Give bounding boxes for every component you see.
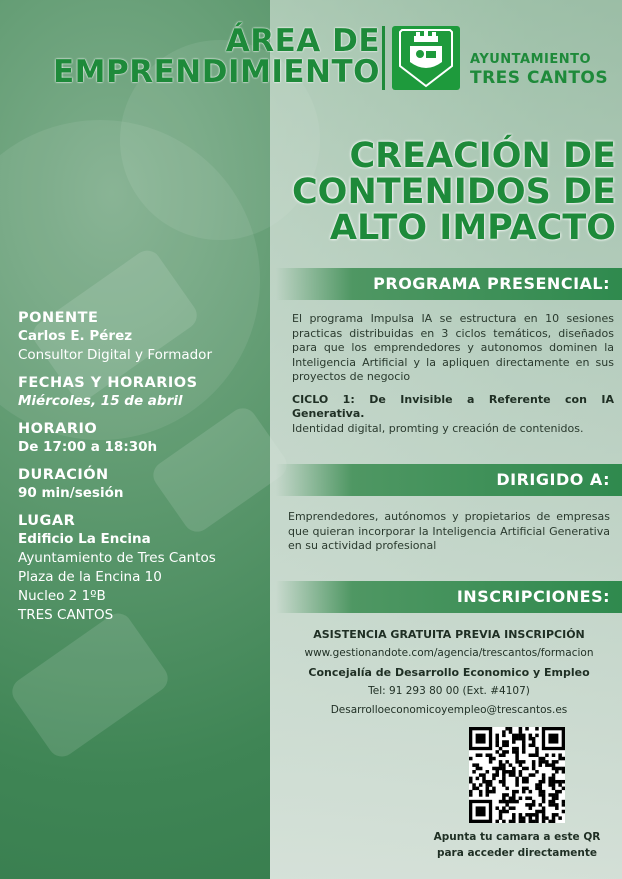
event-details xyxy=(18,309,268,625)
registration-url-link[interactable]: www.gestionandote.com/agencia/trescantos/formacion xyxy=(304,647,594,659)
main-title-line1: CREACIÓN DE xyxy=(349,136,616,176)
qr-caption xyxy=(400,829,622,861)
inscripciones-heading: INSCRIPCIONES: xyxy=(276,581,622,613)
ponente-label: PONENTE xyxy=(18,310,99,326)
ciclo-title: CICLO 1: De Invisible a Referente con IA Generativa. xyxy=(292,392,614,420)
telefono-text: Tel: 91 293 80 00 (Ext. #4107) xyxy=(368,685,530,697)
programa-text xyxy=(292,312,614,436)
lugar-label: LUGAR xyxy=(18,513,76,529)
lugar-line3: Nucleo 2 1ºB xyxy=(18,588,106,604)
background-puzzle-piece xyxy=(7,608,173,762)
qr-caption-line2: para acceder directamente xyxy=(436,847,598,859)
lugar-line1: Ayuntamiento de Tres Cantos xyxy=(18,550,216,566)
dirigido-text: Emprendedores, autónomos y propietarios de empresas que quieran incorporar la Inteligencia Artificial Generativa en su actividad profesional xyxy=(288,510,610,552)
ponente-role: Consultor Digital y Formador xyxy=(18,347,212,363)
background-light-panel xyxy=(270,0,622,879)
asistencia-text: ASISTENCIA GRATUITA PREVIA INSCRIPCIÓN xyxy=(313,628,585,641)
duracion-label: DURACIÓN xyxy=(18,467,109,483)
ciclo-description: Identidad digital, promting y creación de contenidos. xyxy=(292,421,584,435)
area-title-line1: ÁREA DE xyxy=(225,23,380,59)
dirigido-heading: DIRIGIDO A: xyxy=(276,464,622,496)
area-title-line2: EMPRENDIMIENTO xyxy=(52,54,380,90)
lugar-line4: TRES CANTOS xyxy=(18,607,114,623)
programa-heading: PROGRAMA PRESENCIAL: xyxy=(276,268,622,300)
main-title-line2: CONTENIDOS DE xyxy=(292,172,616,212)
email-link[interactable]: Desarrolloeconomicoyempleo@trescantos.es xyxy=(330,704,568,716)
ayuntamiento-line2: TRES CANTOS xyxy=(470,68,609,88)
ayuntamiento-name xyxy=(470,52,608,88)
qr-code-icon[interactable] xyxy=(469,727,565,823)
duracion-value: 90 min/sesión xyxy=(18,485,124,501)
tres-cantos-coat-of-arms-icon xyxy=(392,26,460,90)
main-title xyxy=(270,138,616,246)
horario-label: HORARIO xyxy=(18,421,98,437)
fechas-value: Miércoles, 15 de abril xyxy=(18,393,183,409)
ayuntamiento-line1: AYUNTAMIENTO xyxy=(470,52,592,67)
fechas-label: FECHAS Y HORARIOS xyxy=(18,375,198,391)
horario-value: De 17:00 a 18:30h xyxy=(18,439,158,455)
main-title-line3: ALTO IMPACTO xyxy=(329,208,616,248)
header-divider xyxy=(382,26,385,90)
ponente-name: Carlos E. Pérez xyxy=(18,328,133,344)
area-title xyxy=(30,23,380,90)
lugar-line2: Plaza de la Encina 10 xyxy=(18,569,162,585)
lugar-name: Edificio La Encina xyxy=(18,531,151,547)
concejalia-text: Concejalía de Desarrollo Economico y Empleo xyxy=(308,666,590,679)
programa-intro: El programa Impulsa IA se estructura en 10 sesiones practicas distribuidas en 3 ciclos temáticos, diseñados para que los emprendedores y autonomos dominen la Inteligencia Artificial y la apliquen directamente en sus proyectos de negocio xyxy=(292,312,614,383)
qr-caption-line1: Apunta tu camara a este QR xyxy=(433,831,601,843)
inscripciones-info xyxy=(276,625,622,720)
